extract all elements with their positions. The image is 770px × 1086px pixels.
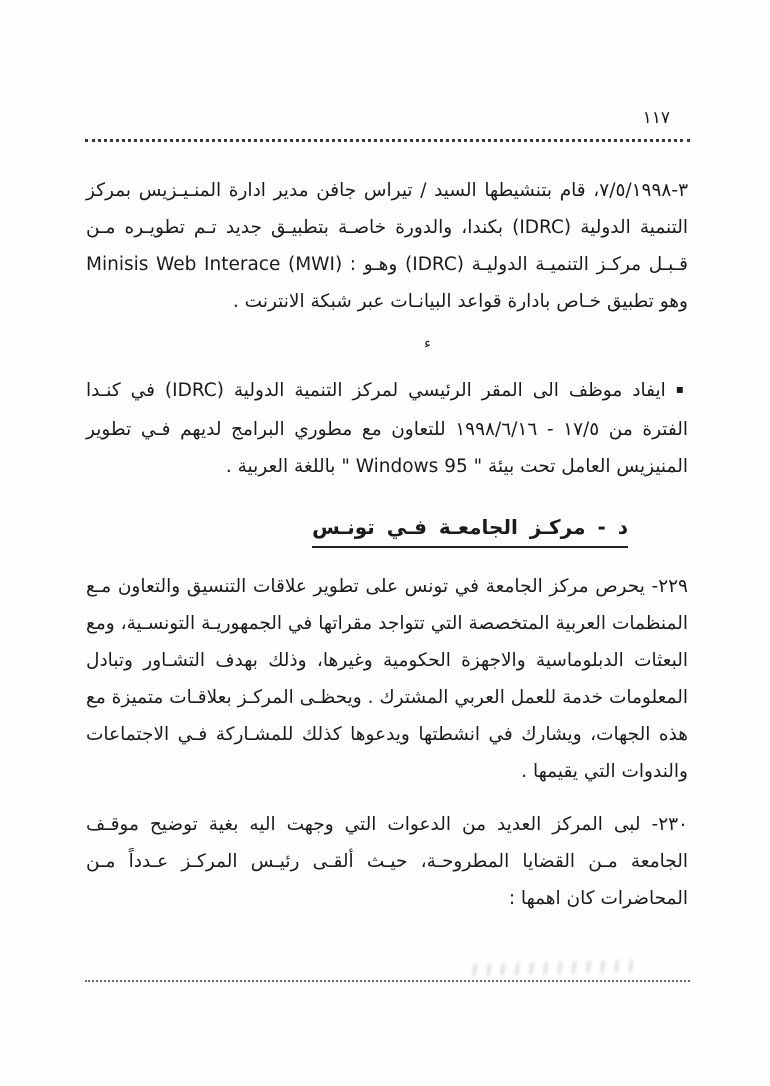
- paragraph-continuation: ٣-٧/٥/١٩٩٨، قام بتنشيطها السيد / تيراس جافن مدير ادارة المنـيـزيس بمركز التنمية الدولية (IDRC) بكندا، والدورة خاصـة بتطبيـق جديد تـم تطويـره مـن قـبـل مركـز التنميـة الدوليـة (IDRC) وهـو : (MWI) Minisis Web Interace وهو تطبيق خـاص بادارة قواعد البيانـات عبر شبكة الانترنت .: [86, 180, 688, 312]
- ink-smudge: [468, 960, 638, 976]
- section-heading-text: د - مركـز الجامعـة فـي تونـس: [312, 515, 628, 548]
- top-dotted-divider: [85, 139, 690, 142]
- section-heading-d-tunis-center: [312, 515, 628, 548]
- square-bullet-icon: ▪: [675, 382, 689, 396]
- paragraph-230: ٢٣٠- لبى المركز العديد من الدعوات التي وجهت اليه بغية توضيح موقـف الجامعة مـن القضايا المطروحـة، حيـث ألقـى رئيـس المركـز عـدداً مـن المحاضرات كان اهمها :: [86, 814, 688, 909]
- bottom-dotted-divider: [85, 980, 690, 982]
- bullet-item-text: ايفاد موظف الى المقر الرئيسي لمركز التنمية الدولية (IDRC) في كنـدا الفترة من ١٧/٥ - ١٩٩٨/٦/١٦ للتعاون مع مطوري البرامج لديهم فـي تطوير المنيزيس العامل تحت بيئة " Windows 95 " باللغة العربية .: [86, 380, 689, 477]
- stray-ink-mark: ء: [424, 334, 432, 352]
- page-number: ١١٧: [642, 108, 670, 128]
- paragraph-229: ٢٢٩- يحرص مركز الجامعة في تونس على تطوير علاقات التنسيق والتعاون مـع المنظمات العربية المتخصصة التي تتواجد مقراتها في الجمهوريـة التونسـية، ومع البعثات الدبلوماسية والاجهزة الحكومية وغيرها، وذلك بهدف التشـاور وتبادل المعلومات خدمة للعمل العربي المشترك . ويحظـى المركـز بعلاقـات متميزة مع هذه الجهات، ويشارك في انشطتها ويدعوها كذلك للمشـاركة فـي الاجتماعات والندوات التي يقيمها .: [86, 576, 688, 782]
- bullet-item: [86, 372, 688, 485]
